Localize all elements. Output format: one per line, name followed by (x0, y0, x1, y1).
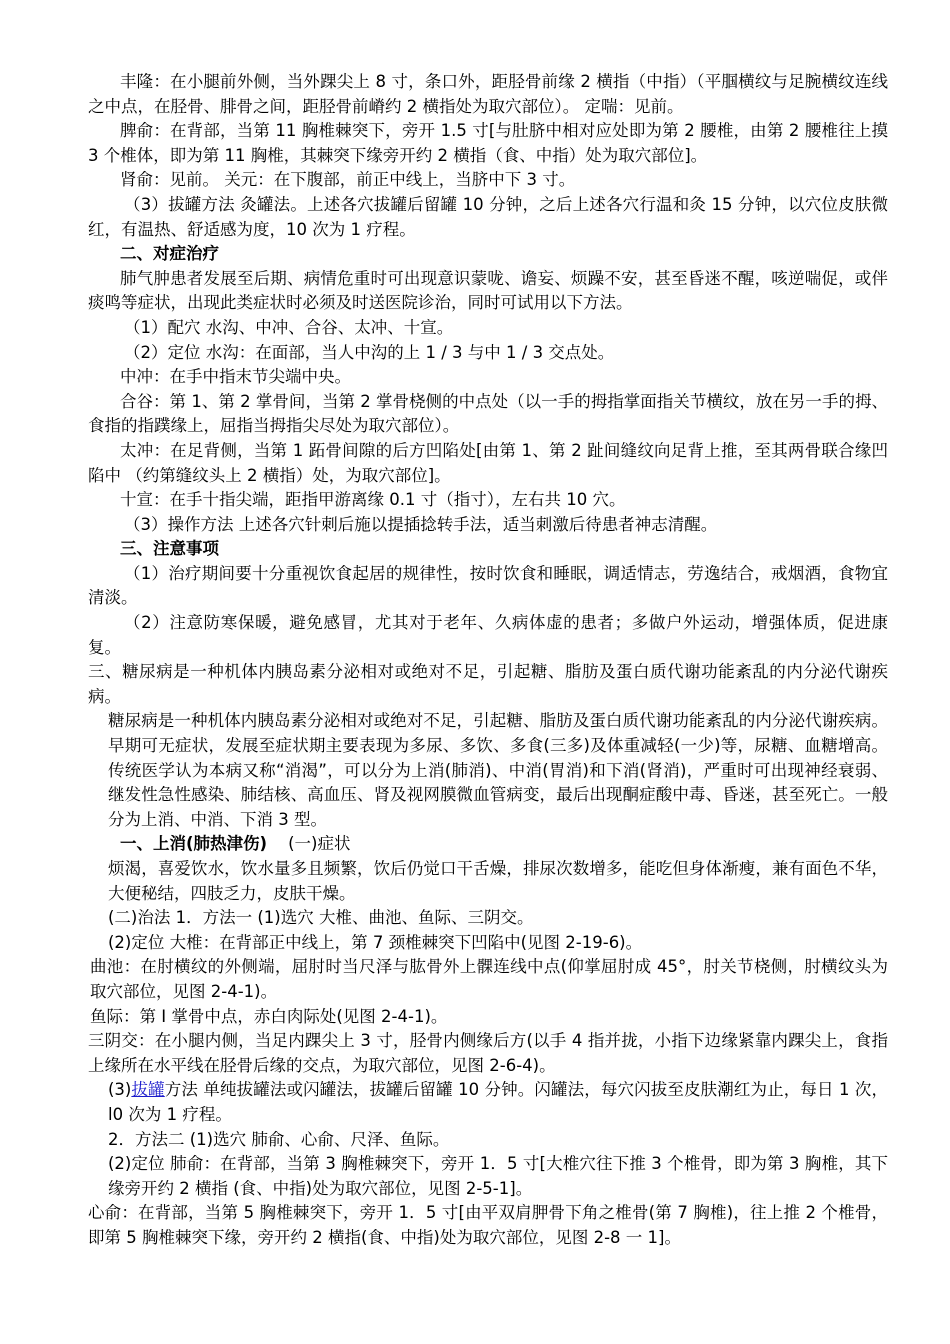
paragraph: (2)定位 大椎：在背部正中线上，第 7 颈椎棘突下凹陷中(见图 2-19-6)。 (108, 932, 643, 952)
section-heading: 一、上消(肺热津伤) (120, 834, 268, 854)
paragraph: 心俞：在背部，当第 5 胸椎棘突下，旁开 1．5 寸[由平双肩胛骨下角之椎骨(第 7 胸椎)，往上推 2 个椎骨，即第 5 胸椎棘突下缘，旁开约 2 横指(食、中指)处为取穴部位，见图 2-8 一 1]。 (88, 1203, 888, 1247)
paragraph: 脾俞：在背部，当第 11 胸椎棘突下，旁开 1.5 寸[与肚脐中相对应处即为第 2 腰椎，由第 2 腰椎往上摸 3 个椎体，即为第 11 胸椎，其棘突下缘旁开约 2 横指（食、中指）处为取穴部位]。 (88, 121, 888, 165)
paragraph: 烦渴，喜爱饮水，饮水量多且频繁，饮后仍觉口干舌燥，排尿次数增多，能吃但身体渐瘦，兼有面色不华，大便秘结，四肢乏力，皮肤干燥。 (108, 859, 888, 903)
paragraph (88, 1078, 888, 1127)
bage-link[interactable]: 拔罐 (131, 1080, 165, 1100)
paragraph: 太冲：在足背侧，当第 1 跖骨间隙的后方凹陷处[由第 1、第 2 趾间缝纹向足背上推，至其两骨联合缘凹陷中 （约第缝纹头上 2 横指）处，为取穴部位]。 (88, 440, 888, 485)
paragraph: （1）配穴 水沟、中冲、合谷、太冲、十宣。 (124, 317, 454, 337)
method-text: 方法 单纯拔罐法或闪罐法，拔罐后留罐 10 分钟。闪罐法，每穴闪拔至皮肤潮红为止，每日 1 次，l0 次为 1 疗程。 (108, 1080, 889, 1124)
paragraph: 合谷：第 1、第 2 掌骨间，当第 2 掌骨桡侧的中点处（以一手的拇指掌面指关节横纹，放在另一手的拇、食指的指蹼缘上，屈指当拇指尖尽处为取穴部位）。 (88, 391, 888, 436)
paragraph: 十宣：在手十指尖端，距指甲游离缘 0.1 寸（指寸），左右共 10 穴。 (120, 490, 626, 510)
paragraph: 曲池：在肘横纹的外侧端，屈肘时当尺泽与肱骨外上髁连线中点(仰掌屈肘成 45°，肘关节桡侧，肘横纹头为取穴部位，见图 2-4-1)。 (90, 957, 888, 1001)
paragraph: （2）注意防寒保暖，避免感冒，尤其对于老年、久病体虚的患者；多做户外运动，增强体质，促进康复。 (88, 613, 888, 657)
section-heading: 三、注意事项 (120, 539, 219, 559)
document-page (88, 70, 888, 1251)
paragraph: （3）操作方法 上述各穴针刺后施以提插捻转手法，适当刺激后待患者神志清醒。 (124, 514, 718, 534)
paragraph: (二)治法 1．方法一 (1)选穴 大椎、曲池、鱼际、三阴交。 (108, 908, 534, 928)
paragraph: （1）治疗期间要十分重视饮食起居的规律性，按时饮食和睡眠，调适情志，劳逸结合，戒烟酒，食物宜清淡。 (88, 563, 888, 608)
paragraph: （2）定位 水沟：在面部，当人中沟的上 1 / 3 与中 1 / 3 交点处。 (124, 342, 615, 362)
paragraph: 鱼际：第 I 掌骨中点，赤白肉际处(见图 2-4-1)。 (90, 1006, 448, 1026)
paragraph: 2．方法二 (1)选穴 肺俞、心俞、尺泽、鱼际。 (108, 1129, 450, 1149)
paragraph: 三阴交：在小腿内侧，当足内踝尖上 3 寸，胫骨内侧缘后方(以手 4 指并拢，小指下边缘紧靠内踝尖上，食指上缘所在水平线在胫骨后缘的交点，为取穴部位，见图 2-6-4)。 (88, 1031, 888, 1075)
method-number: (3) (108, 1080, 132, 1100)
section-heading: 二、对症治疗 (120, 244, 219, 264)
subheading: (一)症状 (288, 834, 351, 854)
paragraph: (2)定位 肺俞：在背部，当第 3 胸椎棘突下，旁开 1．5 寸[大椎穴往下推 3 个椎骨，即为第 3 胸椎，其下缘旁开约 2 横指 (食、中指)处为取穴部位，见图 2-5-1]。 (108, 1154, 888, 1198)
paragraph: （3）拔罐方法 灸罐法。上述各穴拔罐后留罐 10 分钟，之后上述各穴行温和灸 15 分钟，以穴位皮肤微红，有温热、舒适感为度，10 次为 1 疗程。 (88, 194, 888, 239)
paragraph: 中冲：在手中指末节尖端中央。 (120, 367, 351, 387)
paragraph-heading-line (88, 832, 888, 857)
paragraph: 丰隆：在小腿前外侧，当外踝尖上 8 寸，条口外，距胫骨前缘 2 横指（中指）（平腘横纹与足腕横纹连线之中点，在胫骨、腓骨之间，距胫骨前嵴约 2 横指处为取穴部位）。 定喘：见前。 (88, 72, 888, 116)
paragraph: 三、糖尿病是一种机体内胰岛素分泌相对或绝对不足，引起糖、脂肪及蛋白质代谢功能紊乱的内分泌代谢疾病。 (88, 662, 888, 706)
paragraph: 肾俞：见前。 关元：在下腹部，前正中线上，当脐中下 3 寸。 (120, 170, 576, 190)
paragraph: 肺气肿患者发展至后期、病情危重时可出现意识蒙咙、谵妄、烦躁不安，甚至昏迷不醒，咳逆喘促，或伴痰鸣等症状，出现此类症状时必须及时送医院诊治，同时可试用以下方法。 (88, 268, 888, 313)
paragraph: 糖尿病是一种机体内胰岛素分泌相对或绝对不足，引起糖、脂肪及蛋白质代谢功能紊乱的内分泌代谢疾病。早期可无症状，发展至症状期主要表现为多尿、多饮、多食(三多)及体重减轻(一少)等，尿糖、血糖增高。传统医学认为本病又称“消渴”，可以分为上消(肺消)、中消(胃消)和下消(肾消)，严重时可出现神经衰弱、继发性急性感染、肺结核、高血压、肾及视网膜微血管病变，最后出现酮症酸中毒、昏迷，甚至死亡。一般分为上消、中消、下消 3 型。 (108, 711, 888, 829)
